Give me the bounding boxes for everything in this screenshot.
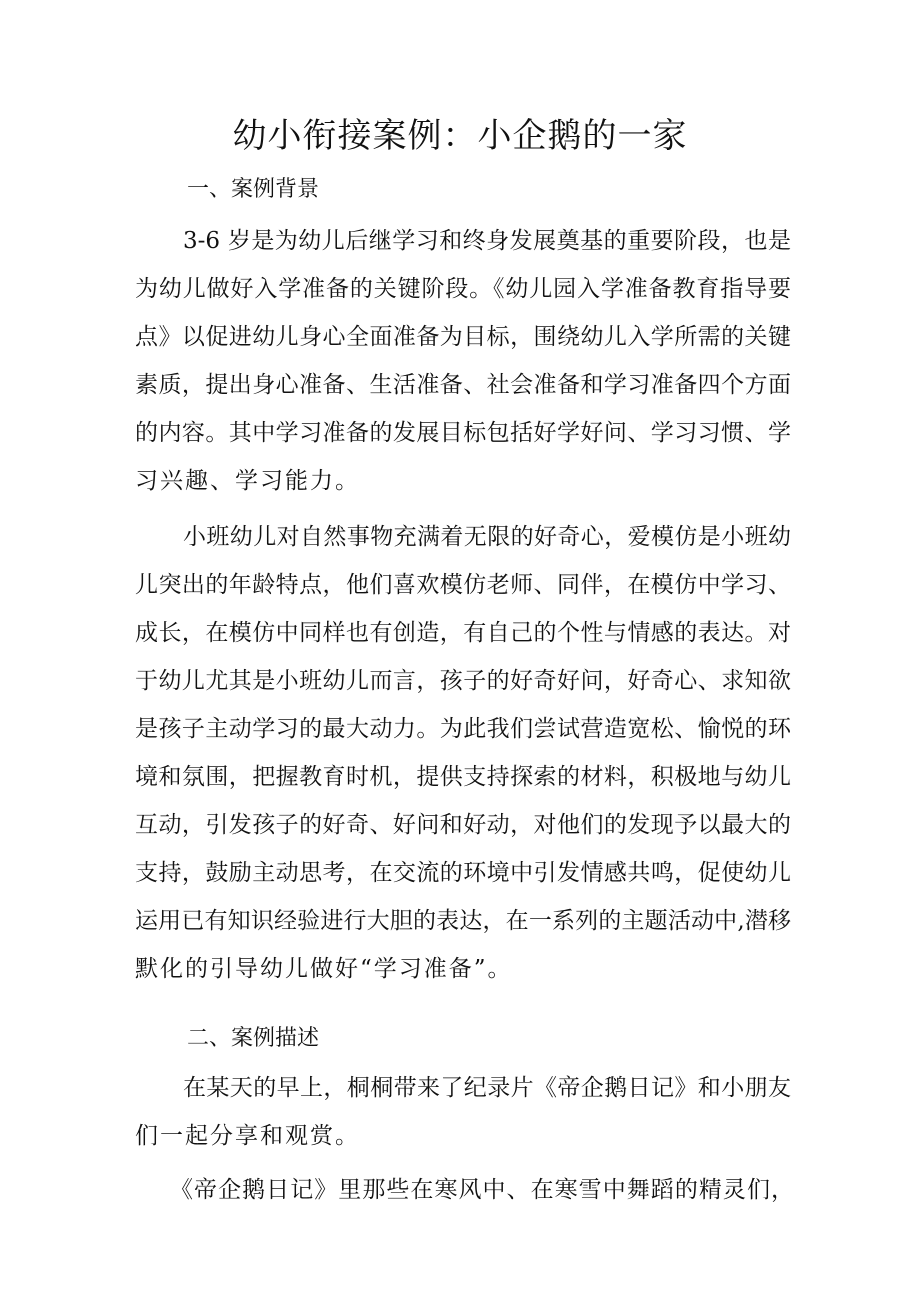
paragraph-line: 点》以促进幼儿身心全面准备为目标，围绕幼儿入学所需的关键 xyxy=(135,324,791,350)
paragraph-line: 小班幼儿对自然事物充满着无限的好奇心，爱模仿是小班幼 xyxy=(183,524,791,550)
document-title: 幼小衔接案例：小企鹅的一家 xyxy=(232,116,688,156)
paragraph-line: 的内容。其中学习准备的发展目标包括好学好问、学习习惯、学 xyxy=(135,420,791,446)
section-heading-description: 二、案例描述 xyxy=(187,1026,320,1051)
paragraph-line: 是孩子主动学习的最大动力。为此我们尝试营造宽松、愉悦的环 xyxy=(135,716,791,742)
paragraph-line: 于幼儿尤其是小班幼儿而言，孩子的好奇好问，好奇心、求知欲 xyxy=(135,668,791,694)
paragraph-line: 们一起分享和观赏。 xyxy=(135,1123,360,1149)
section-heading-background: 一、案例背景 xyxy=(187,177,320,202)
paragraph-line: 素质，提出身心准备、生活准备、社会准备和学习准备四个方面 xyxy=(135,372,791,398)
paragraph-line: 在某天的早上，桐桐带来了纪录片《帝企鹅日记》和小朋友 xyxy=(183,1075,791,1101)
paragraph-line: 境和氛围，把握教育时机，提供支持探索的材料，积极地与幼儿 xyxy=(135,764,791,790)
paragraph-line: 习兴趣、学习能力。 xyxy=(135,468,360,494)
paragraph-line: 运用已有知识经验进行大胆的表达，在一系列的主题活动中,潜移 xyxy=(135,908,791,934)
paragraph-line: 儿突出的年龄特点，他们喜欢模仿老师、同伴，在模仿中学习、 xyxy=(135,572,791,598)
paragraph-line: 默化的引导幼儿做好“学习准备”。 xyxy=(135,956,513,982)
paragraph-line: 为幼儿做好入学准备的关键阶段。《幼儿园入学准备教育指导要 xyxy=(135,276,791,302)
paragraph-line: 3-6 岁是为幼儿后继学习和终身发展奠基的重要阶段，也是 xyxy=(183,228,791,254)
paragraph-line: 成长，在模仿中同样也有创造，有自己的个性与情感的表达。对 xyxy=(135,620,791,646)
paragraph-line: 《帝企鹅日记》里那些在寒风中、在寒雪中舞蹈的精灵们， xyxy=(170,1177,794,1203)
paragraph-line: 互动，引发孩子的好奇、好问和好动，对他们的发现予以最大的 xyxy=(135,812,791,838)
paragraph-line: 支持，鼓励主动思考，在交流的环境中引发情感共鸣，促使幼儿 xyxy=(135,860,791,886)
